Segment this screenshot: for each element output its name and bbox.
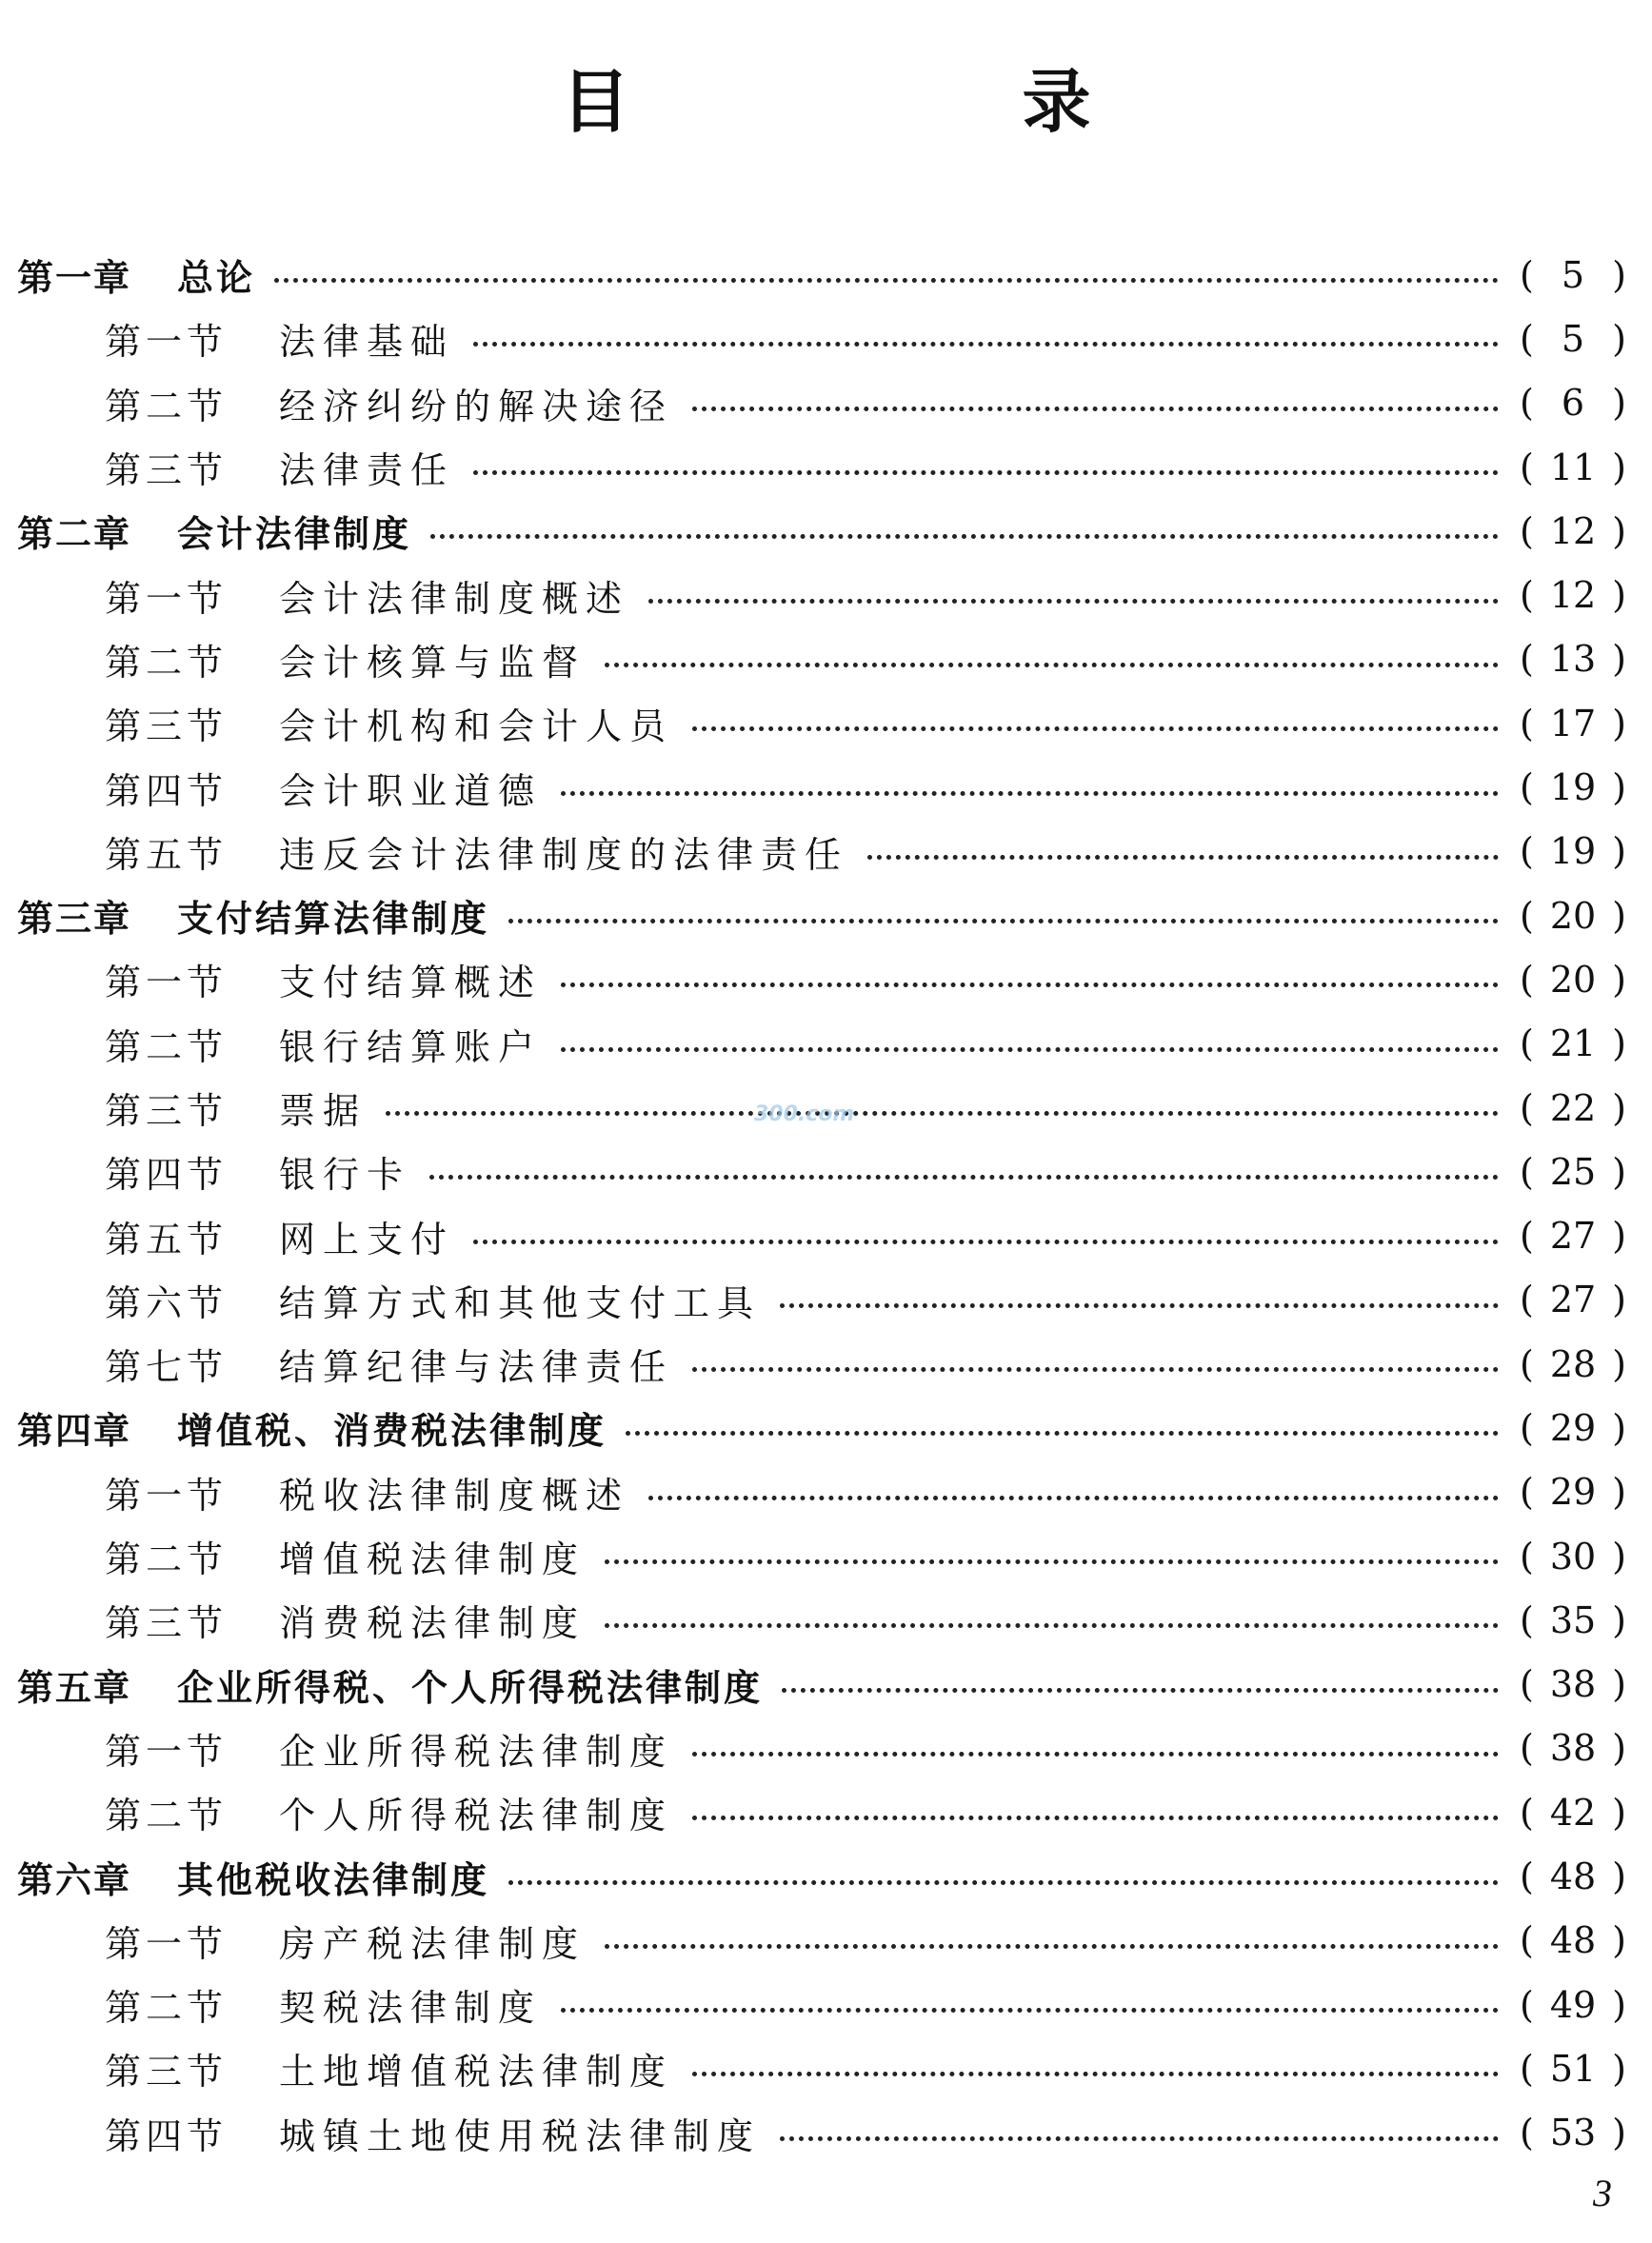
open-paren: ( <box>1520 1983 1534 2026</box>
toc-entry-number: 第六章 <box>17 1858 132 1901</box>
dot-leader <box>605 1944 1499 1949</box>
dot-leader <box>626 1431 1499 1436</box>
close-paren: ) <box>1612 1022 1626 1065</box>
toc-entry-title: 会计法律制度概述 <box>279 577 630 620</box>
toc-page-ref <box>1520 447 1626 488</box>
toc-section-row[interactable] <box>17 820 1626 883</box>
open-paren: ( <box>1520 574 1534 617</box>
toc-page-number: 53 <box>1549 2112 1597 2154</box>
toc-page-ref <box>1520 1792 1626 1834</box>
toc-entry-number: 第三节 <box>105 449 229 492</box>
toc-section-row[interactable] <box>17 1524 1626 1588</box>
toc-entry-title: 增值税法律制度 <box>279 1538 587 1581</box>
dot-leader <box>648 599 1499 604</box>
toc-page-number: 13 <box>1549 638 1597 681</box>
toc-entry-number: 第二章 <box>17 513 132 556</box>
toc-page-number: 28 <box>1549 1342 1597 1385</box>
close-paren: ) <box>1612 1406 1626 1449</box>
open-paren: ( <box>1520 958 1534 1001</box>
toc-section-row[interactable] <box>17 1460 1626 1524</box>
close-paren: ) <box>1612 446 1626 488</box>
dot-leader <box>782 1688 1499 1693</box>
toc-entry-title: 违反会计法律制度的法律责任 <box>279 833 849 876</box>
open-paren: ( <box>1520 1663 1534 1706</box>
toc-section-row[interactable] <box>17 371 1626 435</box>
toc-entry-number: 第三节 <box>105 2051 229 2094</box>
open-paren: ( <box>1520 446 1534 488</box>
toc-entry-number: 第三节 <box>105 1090 229 1132</box>
dot-leader <box>561 2008 1499 2013</box>
close-paren: ) <box>1612 1856 1626 1898</box>
toc-page-ref <box>1520 1727 1626 1769</box>
dot-leader <box>692 2072 1499 2076</box>
toc-entry-title: 银行卡 <box>279 1154 411 1197</box>
toc-page-number: 22 <box>1549 1086 1597 1129</box>
toc-chapter-row[interactable] <box>17 883 1626 947</box>
open-paren: ( <box>1520 382 1534 425</box>
toc-entry-number: 第二节 <box>105 641 229 684</box>
toc-page-number: 21 <box>1549 1022 1597 1065</box>
open-paren: ( <box>1520 830 1534 873</box>
toc-page-ref <box>1520 382 1626 424</box>
table-of-contents <box>17 243 1626 2165</box>
close-paren: ) <box>1612 382 1626 425</box>
toc-page-ref <box>1520 1151 1626 1193</box>
toc-entry-title: 总论 <box>177 257 256 300</box>
toc-entry-title: 票据 <box>279 1090 368 1132</box>
toc-entry-title: 结算纪律与法律责任 <box>279 1346 674 1389</box>
toc-entry-title: 企业所得税、个人所得税法律制度 <box>177 1666 764 1709</box>
toc-page-number: 11 <box>1549 446 1597 488</box>
toc-entry-number: 第一节 <box>105 1474 229 1517</box>
dot-leader <box>692 726 1499 731</box>
open-paren: ( <box>1520 1598 1534 1641</box>
toc-entry-title: 支付结算法律制度 <box>177 898 490 941</box>
page-title: 目 录 <box>561 62 1253 142</box>
toc-entry-title: 契税法律制度 <box>279 1987 543 2030</box>
toc-entry-number: 第二节 <box>105 385 229 427</box>
dot-leader <box>473 1240 1499 1244</box>
toc-page-number: 27 <box>1549 1215 1597 1258</box>
close-paren: ) <box>1612 1150 1626 1193</box>
close-paren: ) <box>1612 2047 1626 2090</box>
toc-entry-number: 第五章 <box>17 1666 132 1709</box>
toc-page-number: 17 <box>1549 702 1597 744</box>
dot-leader <box>561 983 1499 987</box>
open-paren: ( <box>1520 1791 1534 1834</box>
dot-leader <box>386 1111 1499 1116</box>
toc-chapter-row[interactable] <box>17 499 1626 563</box>
toc-entry-title: 网上支付 <box>279 1218 455 1260</box>
close-paren: ) <box>1612 1983 1626 2026</box>
open-paren: ( <box>1520 253 1534 296</box>
open-paren: ( <box>1520 317 1534 360</box>
toc-page-number: 6 <box>1561 382 1585 425</box>
toc-page-number: 12 <box>1549 574 1597 617</box>
toc-entry-number: 第一章 <box>17 257 132 300</box>
close-paren: ) <box>1612 1919 1626 1962</box>
toc-page-ref <box>1520 1919 1626 1961</box>
toc-page-number: 29 <box>1549 1471 1597 1514</box>
open-paren: ( <box>1520 2047 1534 2090</box>
toc-page-ref <box>1520 318 1626 360</box>
close-paren: ) <box>1612 574 1626 617</box>
close-paren: ) <box>1612 1471 1626 1514</box>
open-paren: ( <box>1520 2112 1534 2154</box>
close-paren: ) <box>1612 317 1626 360</box>
toc-page-ref <box>1520 510 1626 552</box>
close-paren: ) <box>1612 1279 1626 1321</box>
toc-entry-number: 第四节 <box>105 769 229 812</box>
toc-section-row[interactable] <box>17 1268 1626 1332</box>
toc-chapter-row[interactable] <box>17 243 1626 307</box>
toc-entry-title: 经济纠纷的解决途径 <box>279 385 674 427</box>
close-paren: ) <box>1612 766 1626 809</box>
toc-page-ref <box>1520 2112 1626 2154</box>
toc-entry-number: 第四节 <box>105 1154 229 1197</box>
toc-entry-number: 第一节 <box>105 321 229 364</box>
toc-page-ref <box>1520 1536 1626 1578</box>
toc-page-ref <box>1520 895 1626 937</box>
close-paren: ) <box>1612 1535 1626 1578</box>
toc-section-row[interactable] <box>17 1780 1626 1844</box>
toc-section-row[interactable] <box>17 307 1626 370</box>
toc-entry-title: 个人所得税法律制度 <box>279 1795 674 1837</box>
toc-page-number: 25 <box>1549 1150 1597 1193</box>
toc-section-row[interactable] <box>17 627 1626 691</box>
toc-page-ref <box>1520 830 1626 872</box>
toc-page-ref <box>1520 1856 1626 1897</box>
toc-entry-number: 第一节 <box>105 1922 229 1965</box>
toc-page-number: 5 <box>1561 253 1585 296</box>
toc-page-ref <box>1520 1279 1626 1320</box>
toc-section-row[interactable] <box>17 691 1626 755</box>
open-paren: ( <box>1520 1856 1534 1898</box>
dot-leader <box>780 1303 1499 1308</box>
watermark-logo: 300.com <box>754 1102 855 1126</box>
toc-page-ref <box>1520 703 1626 744</box>
dot-leader <box>605 1559 1499 1564</box>
dot-leader <box>508 919 1499 923</box>
open-paren: ( <box>1520 1086 1534 1129</box>
toc-section-row[interactable] <box>17 1909 1626 1973</box>
toc-page-number: 38 <box>1549 1727 1597 1770</box>
toc-entry-title: 城镇土地使用税法律制度 <box>279 2114 762 2157</box>
toc-section-row[interactable] <box>17 1973 1626 2036</box>
dot-leader <box>274 278 1499 283</box>
toc-section-row[interactable] <box>17 2036 1626 2100</box>
toc-section-row[interactable] <box>17 755 1626 819</box>
toc-section-row[interactable] <box>17 1717 1626 1780</box>
toc-section-row[interactable] <box>17 2101 1626 2165</box>
toc-page-number: 48 <box>1549 1856 1597 1898</box>
close-paren: ) <box>1612 1342 1626 1385</box>
toc-page-ref <box>1520 1471 1626 1513</box>
toc-page-number: 30 <box>1549 1535 1597 1578</box>
toc-page-number: 19 <box>1549 830 1597 873</box>
toc-entry-title: 增值税、消费税法律制度 <box>177 1410 607 1453</box>
toc-chapter-row[interactable] <box>17 1396 1626 1459</box>
toc-section-row[interactable] <box>17 1203 1626 1267</box>
dot-leader <box>692 1816 1499 1820</box>
toc-page-number: 19 <box>1549 766 1597 809</box>
dot-leader <box>692 1367 1499 1372</box>
open-paren: ( <box>1520 1919 1534 1962</box>
toc-entry-number: 第五节 <box>105 1218 229 1260</box>
open-paren: ( <box>1520 1471 1534 1514</box>
toc-entry-number: 第七节 <box>105 1346 229 1389</box>
dot-leader <box>429 1175 1499 1180</box>
dot-leader <box>430 534 1499 539</box>
toc-page-ref <box>1520 638 1626 680</box>
toc-entry-title: 其他税收法律制度 <box>177 1858 490 1901</box>
toc-page-ref <box>1520 1215 1626 1257</box>
toc-page-number: 38 <box>1549 1663 1597 1706</box>
close-paren: ) <box>1612 958 1626 1001</box>
toc-entry-title: 支付结算概述 <box>279 962 543 1004</box>
toc-section-row[interactable] <box>17 563 1626 626</box>
open-paren: ( <box>1520 1279 1534 1321</box>
close-paren: ) <box>1612 830 1626 873</box>
dot-leader <box>561 1047 1499 1052</box>
close-paren: ) <box>1612 2112 1626 2154</box>
open-paren: ( <box>1520 702 1534 744</box>
toc-chapter-row[interactable] <box>17 1844 1626 1908</box>
toc-entry-number: 第二节 <box>105 1025 229 1068</box>
toc-page-ref <box>1520 959 1626 1001</box>
toc-entry-number: 第六节 <box>105 1281 229 1324</box>
open-paren: ( <box>1520 1727 1534 1770</box>
dot-leader <box>867 855 1499 860</box>
toc-chapter-row[interactable] <box>17 1653 1626 1717</box>
toc-page-number: 27 <box>1549 1279 1597 1321</box>
toc-entry-number: 第五节 <box>105 833 229 876</box>
toc-entry-title: 法律责任 <box>279 449 455 492</box>
toc-entry-title: 消费税法律制度 <box>279 1602 587 1645</box>
toc-entry-title: 会计机构和会计人员 <box>279 705 674 748</box>
toc-section-row[interactable] <box>17 1332 1626 1396</box>
dot-leader <box>473 470 1499 475</box>
dot-leader <box>692 407 1499 411</box>
dot-leader <box>605 1623 1499 1628</box>
close-paren: ) <box>1612 1727 1626 1770</box>
toc-entry-number: 第一节 <box>105 1730 229 1773</box>
dot-leader <box>561 791 1499 796</box>
page-number: 3 <box>1593 2172 1612 2214</box>
toc-entry-number: 第一节 <box>105 962 229 1004</box>
open-paren: ( <box>1520 1342 1534 1385</box>
close-paren: ) <box>1612 1791 1626 1834</box>
toc-section-row[interactable] <box>17 1588 1626 1652</box>
toc-page-ref <box>1520 574 1626 616</box>
toc-entry-number: 第二节 <box>105 1987 229 2030</box>
toc-page-number: 48 <box>1549 1919 1597 1962</box>
close-paren: ) <box>1612 702 1626 744</box>
toc-entry-title: 房产税法律制度 <box>279 1922 587 1965</box>
toc-page-ref <box>1520 766 1626 808</box>
toc-entry-title: 结算方式和其他支付工具 <box>279 1281 762 1324</box>
close-paren: ) <box>1612 1663 1626 1706</box>
toc-entry-number: 第三节 <box>105 705 229 748</box>
toc-page-ref <box>1520 1984 1626 2026</box>
dot-leader <box>780 2136 1499 2141</box>
close-paren: ) <box>1612 509 1626 552</box>
toc-entry-title: 土地增值税法律制度 <box>279 2051 674 2094</box>
toc-page-number: 20 <box>1549 894 1597 937</box>
toc-page-ref <box>1520 1599 1626 1641</box>
open-paren: ( <box>1520 638 1534 681</box>
toc-page-number: 49 <box>1549 1983 1597 2026</box>
toc-entry-title: 法律基础 <box>279 321 455 364</box>
toc-entry-number: 第一节 <box>105 577 229 620</box>
open-paren: ( <box>1520 1535 1534 1578</box>
toc-entry-number: 第四节 <box>105 2114 229 2157</box>
close-paren: ) <box>1612 253 1626 296</box>
toc-entry-title: 会计核算与监督 <box>279 641 587 684</box>
toc-entry-number: 第二节 <box>105 1795 229 1837</box>
close-paren: ) <box>1612 894 1626 937</box>
toc-page-ref <box>1520 1087 1626 1129</box>
dot-leader <box>648 1496 1499 1500</box>
dot-leader <box>692 1752 1499 1757</box>
toc-section-row[interactable] <box>17 435 1626 499</box>
toc-page-number: 20 <box>1549 958 1597 1001</box>
open-paren: ( <box>1520 1215 1534 1258</box>
dot-leader <box>508 1880 1499 1885</box>
toc-entry-title: 银行结算账户 <box>279 1025 543 1068</box>
toc-page-ref <box>1520 1343 1626 1385</box>
toc-page-ref <box>1520 254 1626 296</box>
toc-entry-number: 第二节 <box>105 1538 229 1581</box>
dot-leader <box>605 663 1499 667</box>
dot-leader <box>473 342 1499 347</box>
toc-page-number: 51 <box>1549 2047 1597 2090</box>
toc-entry-title: 会计职业道德 <box>279 769 543 812</box>
toc-page-ref <box>1520 1407 1626 1449</box>
toc-section-row[interactable] <box>17 947 1626 1011</box>
toc-entry-number: 第四章 <box>17 1410 132 1453</box>
toc-page-number: 12 <box>1549 509 1597 552</box>
close-paren: ) <box>1612 638 1626 681</box>
open-paren: ( <box>1520 766 1534 809</box>
toc-entry-title: 会计法律制度 <box>177 513 412 556</box>
toc-section-row[interactable] <box>17 1012 1626 1076</box>
toc-page-number: 29 <box>1549 1406 1597 1449</box>
open-paren: ( <box>1520 894 1534 937</box>
open-paren: ( <box>1520 1406 1534 1449</box>
open-paren: ( <box>1520 1022 1534 1065</box>
close-paren: ) <box>1612 1215 1626 1258</box>
toc-page-number: 35 <box>1549 1598 1597 1641</box>
toc-page-number: 5 <box>1561 317 1585 360</box>
close-paren: ) <box>1612 1086 1626 1129</box>
toc-section-row[interactable] <box>17 1140 1626 1203</box>
toc-entry-number: 第三节 <box>105 1602 229 1645</box>
toc-entry-title: 税收法律制度概述 <box>279 1474 630 1517</box>
open-paren: ( <box>1520 509 1534 552</box>
toc-entry-number: 第三章 <box>17 898 132 941</box>
toc-page-number: 42 <box>1549 1791 1597 1834</box>
toc-entry-title: 企业所得税法律制度 <box>279 1730 674 1773</box>
toc-page-ref <box>1520 1663 1626 1705</box>
close-paren: ) <box>1612 1598 1626 1641</box>
toc-page-ref <box>1520 1022 1626 1064</box>
open-paren: ( <box>1520 1150 1534 1193</box>
toc-page-ref <box>1520 2048 1626 2090</box>
